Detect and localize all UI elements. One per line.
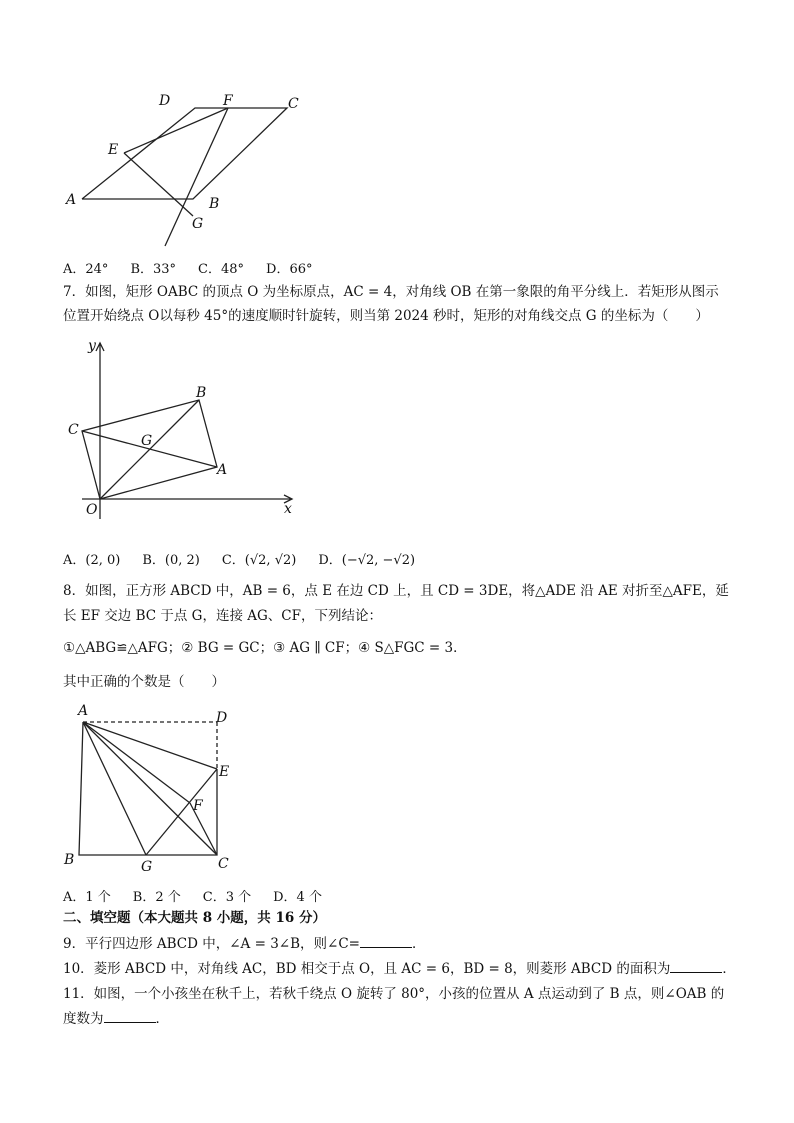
q6-figure	[55, 88, 325, 258]
fig8-label-g: G	[141, 859, 153, 875]
q9-line	[63, 933, 425, 955]
fig8-label-f: F	[193, 798, 203, 814]
fig7-label-a: A	[217, 462, 228, 478]
fig6-label-e: E	[108, 142, 119, 158]
fig6-ef	[124, 108, 228, 153]
q8-line4: 其中正确的个数是（ ）	[63, 674, 225, 690]
fig8-ag	[83, 722, 146, 855]
fig6-label-g: G	[192, 216, 204, 232]
q7-options	[63, 549, 437, 568]
q7-option-c[interactable]: C．(√2, √2)	[221, 553, 297, 568]
fig6-label-f: F	[223, 93, 233, 109]
q7-option-d[interactable]: D．(−√2, −√2)	[318, 553, 416, 568]
q7-option-a[interactable]: A．(2, 0)	[63, 553, 121, 568]
fig8-eg	[146, 769, 217, 855]
fig8-af	[83, 722, 190, 803]
q9-answer-blank[interactable]	[360, 933, 412, 948]
fig8-ae	[83, 722, 217, 769]
q8-line3: ①△ABG≌△AFG；② BG = GC；③ AG ∥ CF；④ S△FGC = 3．	[63, 640, 467, 656]
q6-options	[63, 258, 335, 277]
q11-text: 度数为	[63, 1011, 104, 1027]
q11-answer-blank[interactable]	[104, 1008, 156, 1023]
fig8-label-e: E	[219, 764, 230, 780]
q7-line1: 7．如图，矩形 OABC 的顶点 O 为坐标原点，AC = 4，对角线 OB 在第一象限的角平分线上．若矩形从图示	[63, 284, 719, 300]
fig7-label-g: G	[141, 433, 153, 449]
section-heading: 二、填空题（本大题共 8 小题，共 16 分）	[63, 910, 326, 926]
q9-end: ．	[411, 936, 426, 952]
fig6-label-a: A	[66, 192, 77, 208]
fig8-ac	[83, 722, 217, 855]
q8-options	[63, 886, 344, 905]
q8-option-a[interactable]: A．1 个	[63, 890, 111, 905]
q10-end: ．	[722, 961, 736, 977]
q8-line1: 8．如图，正方形 ABCD 中，AB = 6，点 E 在边 CD 上，且 CD = 3DE，将△ADE 沿 AE 对折至△AFE，延	[63, 583, 729, 599]
fig7-label-x: x	[284, 501, 292, 517]
q8-option-b[interactable]: B．2 个	[132, 890, 181, 905]
q10-line	[63, 958, 736, 980]
fig8-label-a: A	[78, 703, 89, 719]
fig8-label-d: D	[216, 710, 228, 726]
q7-figure	[62, 337, 312, 522]
q6-option-b[interactable]: B．33°	[130, 262, 177, 277]
fig6-label-c: C	[288, 96, 299, 112]
fig6-label-b: B	[209, 196, 220, 212]
q6-option-a[interactable]: A．24°	[63, 262, 109, 277]
fig8-label-b: B	[64, 852, 75, 868]
fig7-label-b: B	[196, 385, 207, 401]
q11-line1: 11．如图，一个小孩坐在秋千上，若秋千绕点 O 旋转了 80°，小孩的位置从 A 点运动到了 B 点，则∠OAB 的	[63, 986, 725, 1002]
q6-option-c[interactable]: C．48°	[198, 262, 245, 277]
q9-text: 9．平行四边形 ABCD 中，∠A = 3∠B，则∠C=	[63, 936, 360, 952]
q10-text: 10．菱形 ABCD 中，对角线 AC，BD 相交于点 O，且 AC = 6，BD = 8，则菱形 ABCD 的面积为	[63, 961, 671, 977]
q8-line2: 长 EF 交边 BC 于点 G，连接 AG、CF，下列结论：	[63, 608, 382, 624]
q8-option-c[interactable]: C．3 个	[202, 890, 252, 905]
fig8-label-c: C	[218, 856, 229, 872]
fig7-label-c: C	[68, 422, 79, 438]
q7-line2: 位置开始绕点 O以每秒 45°的速度顺时针旋转，则当第 2024 秒时，矩形的对角线交点 G 的坐标为（ ）	[63, 308, 709, 324]
q11-end: ．	[155, 1011, 169, 1027]
q6-option-d[interactable]: D．66°	[266, 262, 313, 277]
q10-answer-blank[interactable]	[670, 958, 722, 973]
q11-line2	[63, 1008, 169, 1030]
q8-figure	[60, 700, 250, 880]
q8-option-d[interactable]: D．4 个	[273, 890, 322, 905]
fig6-label-d: D	[159, 93, 171, 109]
q7-option-b[interactable]: B．(0, 2)	[142, 553, 200, 568]
fig7-label-y: y	[88, 338, 96, 354]
fig7-label-o: O	[86, 502, 98, 518]
